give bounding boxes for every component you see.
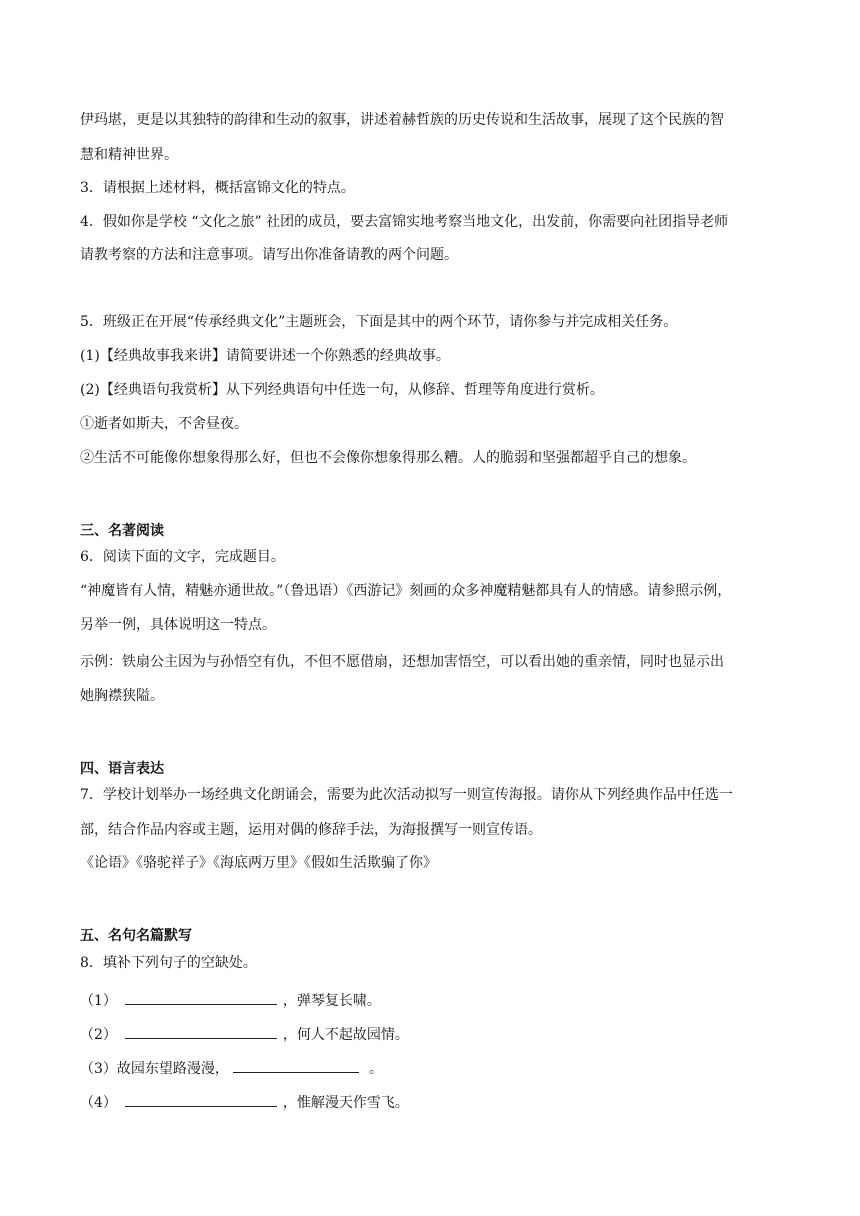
fill-item-3 — [80, 1058, 383, 1079]
section-5-heading: 五、名句名篇默写 — [80, 928, 192, 944]
fill-item-text: ，何人不起故园情。 — [282, 1027, 409, 1043]
fill-item-number: （1） — [80, 993, 117, 1009]
question-5-part-2: (2)【经典语句我赏析】从下列经典语句中任选一句，从修辞、哲理等角度进行赏析。 — [80, 382, 604, 398]
question-6-line-4: 她胸襟狭隘。 — [80, 688, 164, 704]
question-3: 3．请根据上述材料，概括富锦文化的特点。 — [80, 180, 355, 196]
fill-item-number: （3） — [80, 1061, 117, 1077]
fill-item-2 — [80, 1024, 409, 1045]
question-5-option-1: ①逝者如斯夫，不舍昼夜。 — [80, 416, 248, 432]
fill-item-text: 故园东望路漫漫， — [116, 1061, 229, 1077]
question-4-line-2: 请教考察的方法和注意事项。请写出你准备请教的两个问题。 — [80, 247, 458, 263]
question-7-line-1: 7．学校计划举办一场经典文化朗诵会，需要为此次活动拟写一则宣传海报。请你从下列经典作品中任选一 — [80, 787, 733, 803]
answer-blank[interactable] — [233, 1058, 359, 1073]
question-5-part-1: (1)【经典故事我来讲】请简要讲述一个你熟悉的经典故事。 — [80, 348, 450, 364]
question-6-line-1: “神魔皆有人情，精魅亦通世故。”（鲁迅语）《西游记》刻画的众多神魔精魅都具有人的情感。请参照示例， — [80, 583, 732, 599]
passage-line-2: 慧和精神世界。 — [80, 147, 178, 163]
question-6-line-2: 另举一例，具体说明这一特点。 — [80, 617, 276, 633]
answer-blank[interactable] — [125, 1024, 277, 1039]
fill-item-end: 。 — [368, 1061, 383, 1077]
question-5-option-2: ②生活不可能像你想象得那么好，但也不会像你想象得那么糟。人的脆弱和坚强都超乎自己的想象。 — [80, 450, 696, 466]
question-6-intro: 6．阅读下面的文字，完成题目。 — [80, 549, 285, 565]
fill-item-4 — [80, 1092, 409, 1113]
question-5-intro: 5．班级正在开展“传承经典文化”主题班会，下面是其中的两个环节，请你参与并完成相关任务。 — [80, 314, 678, 330]
passage-line-1: 伊玛堪，更是以其独特的韵律和生动的叙事，讲述着赫哲族的历史传说和生活故事，展现了这个民族的智 — [80, 112, 724, 128]
answer-blank[interactable] — [125, 990, 277, 1005]
question-6-line-3: 示例：铁扇公主因为与孙悟空有仇，不但不愿借扇，还想加害悟空，可以看出她的重亲情，同时也显示出 — [80, 654, 724, 670]
fill-item-number: （2） — [80, 1027, 117, 1043]
section-3-heading: 三、名著阅读 — [80, 523, 164, 539]
fill-item-text: ，弹琴复长啸。 — [282, 993, 381, 1009]
fill-item-number: （4） — [80, 1095, 117, 1111]
question-7-works: 《论语》《骆驼祥子》《海底两万里》《假如生活欺骗了你》 — [80, 855, 437, 871]
fill-item-text: ，惟解漫天作雪飞。 — [282, 1095, 409, 1111]
fill-item-1 — [80, 990, 381, 1011]
question-8-intro: 8．填补下列句子的空缺处。 — [80, 955, 257, 971]
question-4-line-1: 4．假如你是学校 “文化之旅” 社团的成员，要去富锦实地考察当地文化，出发前，你需要向社团指导老师 — [80, 214, 729, 230]
question-7-line-2: 部，结合作品内容或主题，运用对偶的修辞手法，为海报撰写一则宣传语。 — [80, 822, 542, 838]
section-4-heading: 四、语言表达 — [80, 761, 164, 777]
answer-blank[interactable] — [125, 1092, 277, 1107]
